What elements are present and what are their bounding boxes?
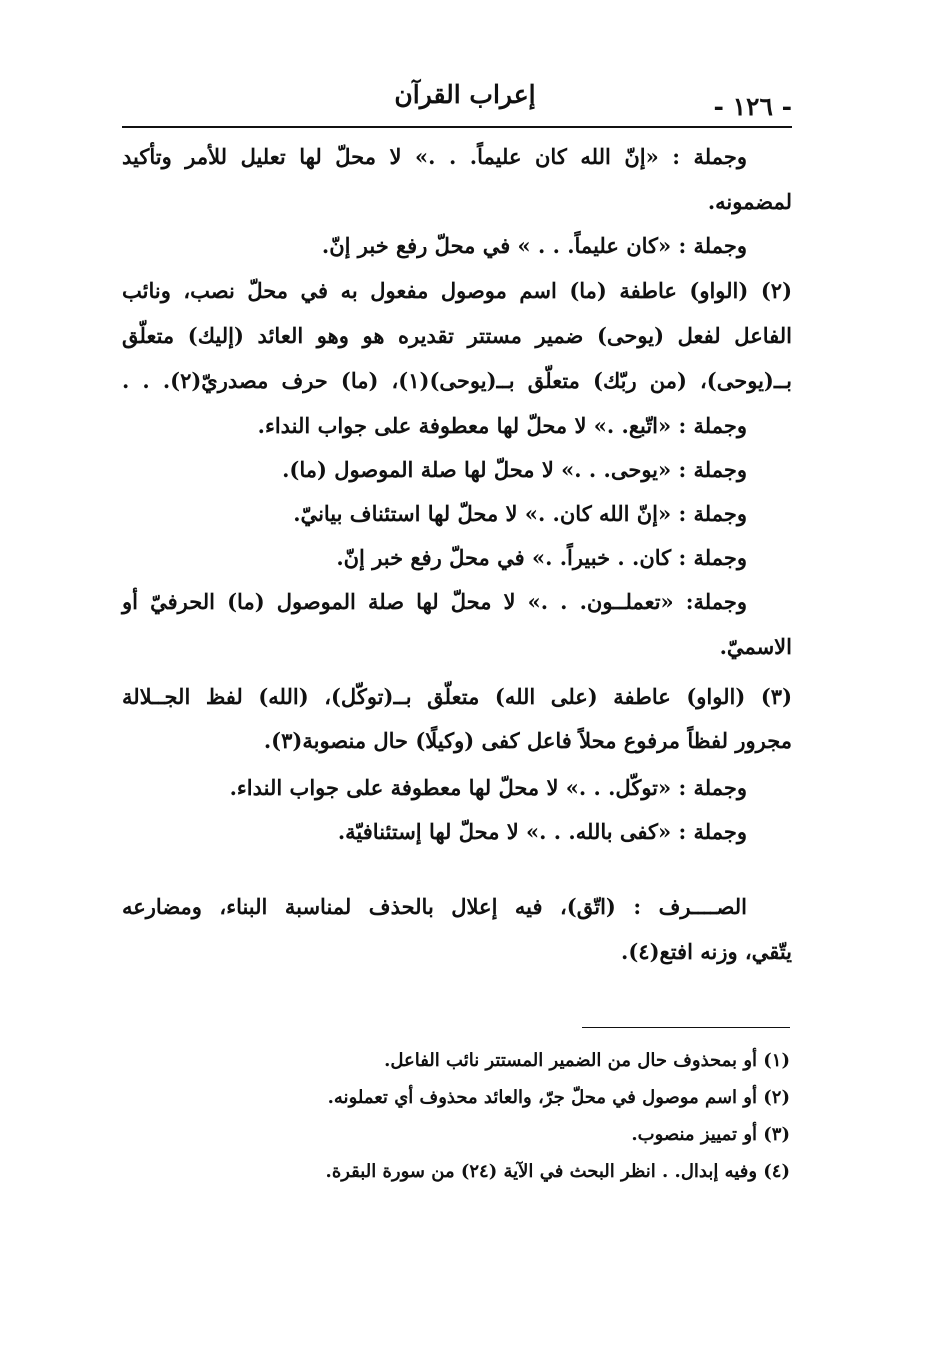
- footnote-1: (١) أو بمحذوف حال من الضمير المستتر نائب الفاعل.: [384, 1050, 790, 1071]
- footnote-2: (٢) أو اسم موصول في محلّ جرّ، والعائد محذوف أي تعملونه.: [327, 1087, 790, 1108]
- footnote-4: (٤) وفيه إبدال. . انظر البحث في الآية (٢٤) من سورة البقرة.: [325, 1161, 790, 1182]
- body-line-11: وجملة: «تعملــون. . .» لا محلّ لها صلة الموصول (ما) الحرفيّ أو: [122, 589, 747, 614]
- body-line-1: وجملة : «إنّ الله كان عليماً. . .» لا محلّ لها تعليل للأمر وتأكيد: [122, 144, 747, 169]
- body-line-18: يتّقي، وزنه افتع(٤).: [621, 939, 792, 964]
- running-title: إعراب القرآن: [394, 80, 536, 109]
- body-line-14: مجرور لفظاً مرفوع محلاً فاعل كفى (وكيلًا) حال منصوبة(٣).: [263, 728, 792, 753]
- body-line-12: الاسميّ.: [719, 634, 792, 659]
- body-line-5: الفاعل لفعل (يوحى) ضمير مستتر تقديره هو وهو العائد (إليك) متعلّق: [122, 323, 792, 348]
- body-line-3: وجملة : «كان عليماً. . . » في محلّ رفع خبر إنّ.: [321, 233, 747, 258]
- body-line-9: وجملة : «إنّ الله كان. .» لا محلّ لها استئناف بيانيّ.: [293, 501, 747, 526]
- body-line-4: (٢) (الواو) عاطفة (ما) اسم موصول مفعول به في محلّ نصب، ونائب: [122, 278, 792, 303]
- body-line-17: الصــــرف : (اتّق)، فيه إعلال بالحذف لمناسبة البناء، ومضارعه: [122, 894, 747, 919]
- body-line-2: لمضمونه.: [707, 189, 792, 214]
- body-line-7: وجملة : «اتّبع. .» لا محلّ لها معطوفة على جواب النداء.: [257, 413, 747, 438]
- body-line-8: وجملة : «يوحى. . .» لا محلّ لها صلة الموصول (ما).: [282, 457, 747, 482]
- page-number: - ١٢٦ -: [713, 92, 792, 121]
- body-line-16: وجملة : «كفى بالله. . .» لا محلّ لها إستئنافيّة.: [337, 819, 747, 844]
- footnote-3: (٣) أو تمييز منصوب.: [631, 1124, 790, 1145]
- header-rule: [122, 126, 792, 128]
- body-line-6: بــ(يوحى)، (من ربّك) متعلّق بــ(يوحى)(١)، (ما) حرف مصدريّ(٢). . .: [122, 368, 792, 393]
- body-line-13: (٣) (الواو) عاطفة (على الله) متعلّق بــ(توكّل)، (الله) لفظ الجــلالة: [122, 684, 792, 709]
- body-line-10: وجملة : كان. . خبيراً. .» في محلّ رفع خبر إنّ.: [336, 545, 747, 570]
- footnote-rule: [582, 1027, 790, 1028]
- body-line-15: وجملة : «توكّل. . .» لا محلّ لها معطوفة على جواب النداء.: [229, 775, 747, 800]
